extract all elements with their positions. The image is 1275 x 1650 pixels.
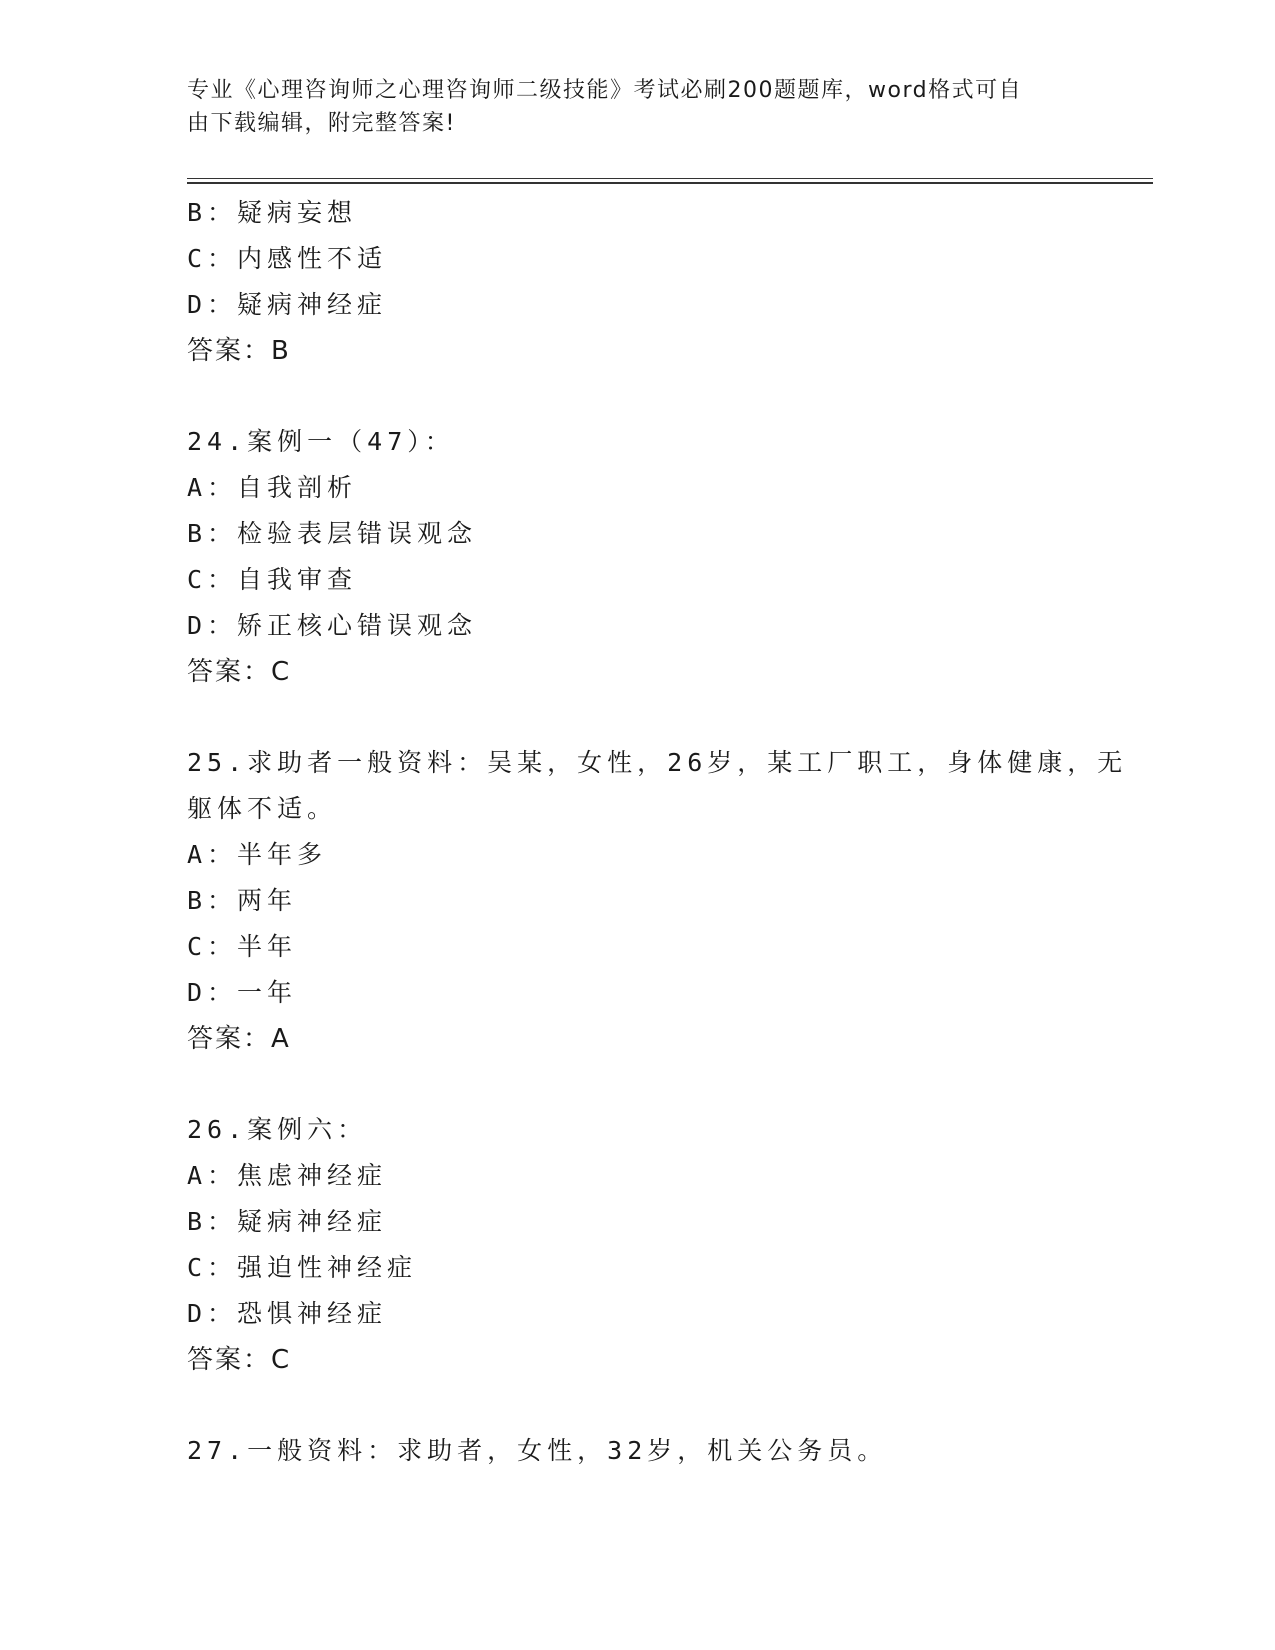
header-divider-thick [187, 182, 1153, 184]
header-divider-thin [187, 178, 1153, 179]
question-27 [187, 1428, 1087, 1474]
question-stem: 27.一般资料：求助者，女性，32岁，机关公务员。 [187, 1436, 888, 1465]
document-header [187, 74, 1087, 140]
option-c: C：强迫性神经症 [187, 1253, 418, 1282]
option-b: B：疑病妄想 [187, 198, 358, 227]
answer: 答案：B [187, 336, 291, 366]
answer: 答案：C [187, 1345, 292, 1375]
option-b: B：检验表层错误观念 [187, 519, 478, 548]
option-d: D：一年 [187, 978, 298, 1007]
option-c: C：自我审查 [187, 565, 358, 594]
option-d: D：恐惧神经症 [187, 1299, 388, 1328]
option-c: C：内感性不适 [187, 244, 388, 273]
question-list [187, 190, 1128, 1474]
answer: 答案：A [187, 1024, 291, 1054]
question-stem: 24.案例一（47）： [187, 427, 455, 456]
answer: 答案：C [187, 657, 292, 687]
question-23-continued [187, 190, 1087, 374]
header-line-2: 由下载编辑，附完整答案! [187, 111, 456, 136]
option-b: B：两年 [187, 886, 298, 915]
option-a: A：自我剖析 [187, 473, 358, 502]
header-line-1: 专业《心理咨询师之心理咨询师二级技能》考试必刷200题题库，word格式可自 [187, 78, 1023, 103]
option-d: D：矫正核心错误观念 [187, 611, 478, 640]
option-b: B：疑病神经症 [187, 1207, 388, 1236]
option-c: C：半年 [187, 932, 298, 961]
question-stem-line-1: 25.求助者一般资料：吴某，女性，26岁，某工厂职工，身体健康，无 [187, 748, 1128, 777]
question-24 [187, 419, 1087, 695]
option-a: A：半年多 [187, 840, 328, 869]
question-26 [187, 1107, 1087, 1383]
question-25 [187, 740, 1128, 1062]
question-stem: 26.案例六： [187, 1115, 368, 1144]
question-stem-line-2: 躯体不适。 [187, 794, 338, 823]
option-d: D：疑病神经症 [187, 290, 388, 319]
option-a: A：焦虑神经症 [187, 1161, 388, 1190]
